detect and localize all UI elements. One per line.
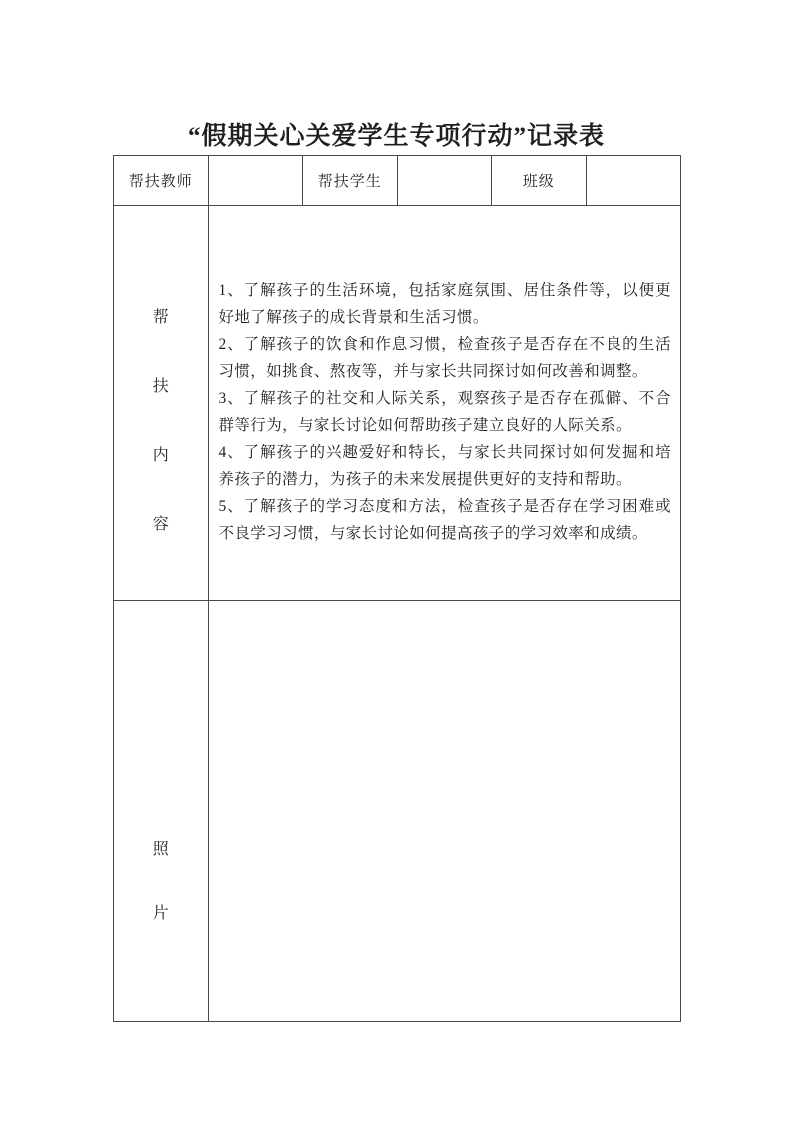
teacher-value-cell[interactable] <box>208 156 303 206</box>
content-section-label-cell <box>114 206 209 601</box>
photo-label-char: 片 <box>152 904 169 922</box>
content-label-char: 帮 <box>152 309 169 326</box>
photo-label-char: 照 <box>152 840 169 858</box>
student-label-cell: 帮扶学生 <box>303 156 398 206</box>
photo-area[interactable] <box>208 601 681 1022</box>
student-value-cell[interactable] <box>397 156 492 206</box>
photo-section-label-cell <box>114 601 209 1022</box>
content-item-2: 2、了解孩子的饮食和作息习惯，检查孩子是否存在不良的生活习惯，如挑食、熬夜等，并与家长共同探讨如何改善和调整。 <box>218 336 671 380</box>
content-item-3: 3、了解孩子的社交和人际关系，观察孩子是否存在孤僻、不合群等行为，与家长讨论如何帮助孩子建立良好的人际关系。 <box>218 390 671 434</box>
content-label-char: 容 <box>152 516 169 533</box>
photo-section-label <box>114 836 208 923</box>
content-section-label <box>114 304 208 534</box>
content-row <box>114 206 681 601</box>
class-value-cell[interactable] <box>586 156 681 206</box>
header-row <box>114 156 681 206</box>
content-item-5: 5、了解孩子的学习态度和方法，检查孩子是否存在学习困难或不良学习习惯，与家长讨论如何提高孩子的学习效率和成绩。 <box>218 498 671 542</box>
teacher-label-cell: 帮扶教师 <box>114 156 209 206</box>
record-form-table <box>113 155 681 1022</box>
content-item-4: 4、了解孩子的兴趣爱好和特长，与家长共同探讨如何发掘和培养孩子的潜力，为孩子的未来发展提供更好的支持和帮助。 <box>218 444 671 488</box>
content-section-body <box>208 206 681 601</box>
content-label-char: 扶 <box>152 378 169 395</box>
class-label-cell: 班级 <box>492 156 587 206</box>
content-label-char: 内 <box>152 447 169 464</box>
photo-row <box>114 601 681 1022</box>
page-title: “假期关心关爱学生专项行动”记录表 <box>187 123 605 150</box>
content-item-1: 1、了解孩子的生活环境，包括家庭氛围、居住条件等，以便更好地了解孩子的成长背景和生活习惯。 <box>218 282 671 326</box>
